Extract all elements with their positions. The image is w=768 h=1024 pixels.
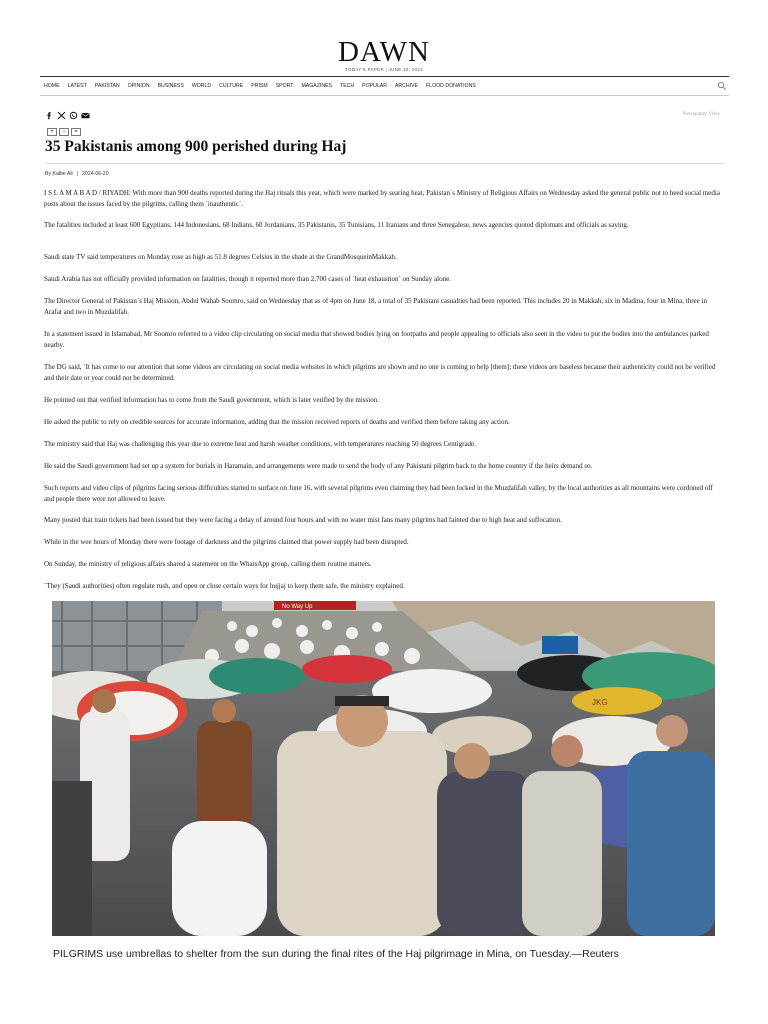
- newspaper-view-link[interactable]: Newspaper View: [682, 111, 720, 117]
- whatsapp-icon[interactable]: [69, 111, 78, 120]
- share-bar: [45, 111, 90, 120]
- nav-home[interactable]: HOME: [44, 83, 60, 89]
- paragraph: In a statement issued in Islamabad, Mr Soomro referred to a video clip circulating on social media that showed bodies lying on footpaths and people appealing to officials also seen in the video to put the bodies into the ambulances parked nearby.: [44, 330, 709, 349]
- increase-font-button[interactable]: +: [47, 128, 57, 136]
- paragraph: Saudi Arabia has not officially provided information on fatalities, though it reported more than 2,700 cases of `heat exhaustion` on Sunday alone.: [44, 275, 451, 283]
- nav-culture[interactable]: CULTURE: [219, 83, 244, 89]
- nav-sport[interactable]: SPORT: [275, 83, 294, 89]
- paragraph: The ministry said that Haj was challenging this year due to extreme heat and harsh weather conditions, with temperatures reaching 50 degrees Centigrade.: [44, 440, 476, 448]
- photo-caption: PILGRIMS use umbrellas to shelter from the sun during the final rites of the Haj pilgrimage in Mina, on Tuesday.—Reuters: [53, 948, 619, 960]
- paragraph: He said the Saudi government had set up a system for burials in Haramain, and arrangements were made to send the body of any Pakistani pilgrim back to the home country if the heirs demand so.: [44, 462, 593, 470]
- author-name[interactable]: By Kalbe Ali: [45, 171, 73, 177]
- nav-tech[interactable]: TECH: [340, 83, 355, 89]
- masthead: [0, 38, 768, 72]
- byline: [45, 171, 109, 177]
- x-icon[interactable]: [57, 111, 66, 120]
- reset-font-button[interactable]: =: [71, 128, 81, 136]
- todays-paper-date[interactable]: TODAY'S PAPER | JUNE 20, 2024: [344, 67, 423, 72]
- divider: [45, 163, 724, 164]
- paragraph: He asked the public to rely on credible sources for accurate information, adding that the mission received reports of deaths and verified them before taking any action.: [44, 418, 510, 426]
- nav-latest[interactable]: LATEST: [67, 83, 87, 89]
- nav-opinion[interactable]: OPINION: [127, 83, 150, 89]
- paragraph: `They (Saudi authorities) often regulate rush, and open or close certain ways for hujjaj to keep them safe, the ministry explained.: [44, 582, 405, 590]
- article-photo[interactable]: [52, 601, 715, 936]
- paragraph: Many posted that train tickets had been issued but they were facing a delay of around four hours and with no water mist fans many pilgrims had fainted due to high heat and suffocation.: [44, 516, 562, 524]
- email-icon[interactable]: [81, 111, 90, 120]
- nav-prism[interactable]: PRISM: [251, 83, 268, 89]
- font-size-controls: [47, 128, 81, 136]
- facebook-icon[interactable]: [45, 111, 54, 120]
- paragraph: Saudi state TV said temperatures on Monday rose as high as 51.8 degrees Celsius in the shade at the GrandMosqueinMakkah.: [44, 253, 397, 261]
- dawn-logo[interactable]: DAWN: [338, 36, 430, 68]
- umbrella-text: JKG: [592, 698, 608, 707]
- nav-world[interactable]: WORLD: [191, 83, 212, 89]
- search-icon[interactable]: [717, 81, 727, 91]
- paragraph: The DG said, `It has come to our attention that some videos are circulating on social media websites in which pilgrims are shown and no one is coming to help [them]; these videos are baseless because their authenticity could not be verified and their date or year could not be determined.: [44, 363, 716, 382]
- road-sign-text: No Way Up: [282, 604, 313, 610]
- nav-business[interactable]: BUSINESS: [157, 83, 184, 89]
- paragraph: He pointed out that verified information has to come from the Saudi government, which is later verified by the mission.: [44, 396, 379, 404]
- paragraph: On Sunday, the ministry of religious affairs shared a statement on the WhatsApp group, calling them routine matters.: [44, 560, 372, 568]
- paragraph: Such reports and video clips of pilgrims facing serious difficulties started to surface on June 16, with several pilgrims even claiming they had been locked in the Muzdalifah valley, by the local authorities as all mountains were cordoned off and people there were not allowed to leave.: [44, 484, 713, 503]
- top-navigation: [40, 76, 729, 96]
- paragraph: The fatalities included at least 600 Egyptians, 144 Indonesians, 68 Indians, 60 Jordanians, 35 Pakistanis, 35 Tunisians, 11 Iranians and three Senegalese, news agencies quoted diplomats and officials as saying.: [44, 221, 629, 229]
- nav-magazines[interactable]: MAGAZINES: [301, 83, 333, 89]
- paragraph: I S L A M A B A D / RIYADH: With more than 900 deaths reported during the Haj rituals this year, which were marked by searing heat, Pakistan`s Ministry of Religious Affairs on Wednesday asked the general public not to heed social media posts about the issues faced by the pilgrims, calling them `inauthentic`.: [44, 189, 720, 208]
- paragraph: While in the wee hours of Monday there were footage of darkness and the pilgrims claimed that power supply had been disrupted.: [44, 538, 409, 546]
- nav-popular[interactable]: POPULAR: [362, 83, 387, 89]
- nav-flood-donations[interactable]: FLOOD DONATIONS: [426, 83, 476, 89]
- publish-date: 2024-06-20: [82, 171, 109, 177]
- paragraph: The Director General of Pakistan`s Haj Mission, Abdul Wahab Soomro, said on Wednesday that as of 4pm on June 18, a total of 35 Pakistani casualties had been reported. This includes 20 in Makkah, six in Madina, four in Mina, three in Arafat and two in Muzdalifah.: [44, 297, 707, 316]
- nav-archive[interactable]: ARCHIVE: [394, 83, 419, 89]
- decrease-font-button[interactable]: −: [59, 128, 69, 136]
- nav-pakistan[interactable]: PAKISTAN: [94, 83, 120, 89]
- article-headline: 35 Pakistanis among 900 perished during Haj: [45, 138, 347, 155]
- byline-separator: |: [76, 171, 79, 177]
